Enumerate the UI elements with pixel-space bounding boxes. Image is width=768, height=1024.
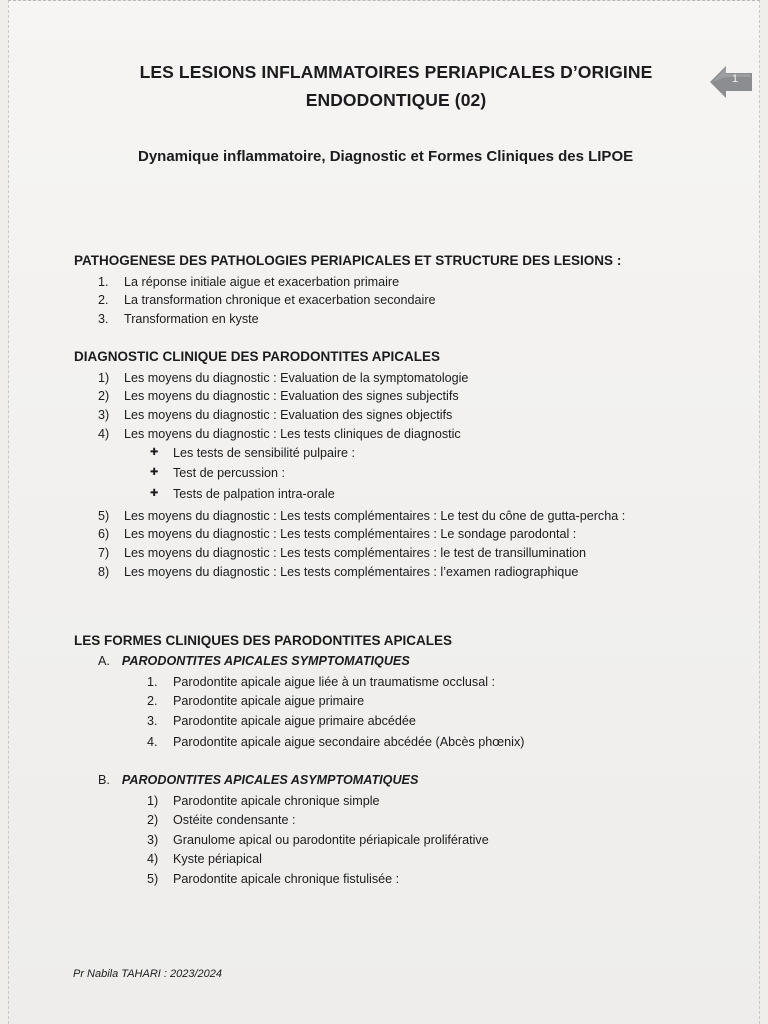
list-number: 1)	[98, 371, 110, 385]
page-number: 1	[732, 73, 739, 85]
list-number: 2.	[98, 293, 109, 307]
bullet-text: Tests de palpation intra-orale	[173, 487, 335, 501]
list-number: 5)	[98, 509, 110, 523]
list-number: 1.	[147, 675, 158, 689]
list-text: Transformation en kyste	[124, 312, 259, 326]
list-number: 1)	[147, 794, 159, 808]
list-text: Parodontite apicale aigue primaire	[173, 694, 365, 708]
subsection-heading-symptomatiques	[98, 654, 410, 668]
list-text: Ostéite condensante :	[173, 813, 296, 827]
list-number: 3.	[98, 312, 109, 326]
list-text: La réponse initiale aigue et exacerbation primaire	[124, 275, 400, 289]
list-number: 4)	[98, 427, 110, 441]
list-text: Les moyens du diagnostic : Les tests complémentaires : Le test du cône de gutta-percha :	[124, 509, 626, 523]
section-heading-diagnostic: DIAGNOSTIC CLINIQUE DES PARODONTITES APICALES	[74, 349, 441, 364]
subsection-letter: A.	[98, 654, 110, 668]
list-text: Parodontite apicale chronique simple	[173, 794, 380, 808]
footer-author: Pr Nabila TAHARI : 2023/2024	[73, 968, 222, 980]
list-text: Les moyens du diagnostic : Evaluation des signes subjectifs	[124, 389, 459, 403]
document-title-line1: LES LESIONS INFLAMMATOIRES PERIAPICALES D’ORIGINE	[139, 62, 653, 82]
list-number: 5)	[147, 872, 159, 886]
list-number: 3.	[147, 714, 158, 728]
list-number: 2)	[98, 389, 110, 403]
subsection-letter: B.	[98, 773, 110, 787]
list-number: 3)	[98, 408, 110, 422]
list-text: Parodontite apicale aigue liée à un traumatisme occlusal :	[173, 675, 496, 689]
bullet-arrow-icon: ✚	[150, 467, 159, 478]
bullet-text: Les tests de sensibilité pulpaire :	[173, 446, 356, 460]
document-title-line2: ENDODONTIQUE (02)	[305, 90, 487, 110]
list-text: Les moyens du diagnostic : Evaluation des signes objectifs	[124, 408, 453, 422]
list-text: Parodontite apicale chronique fistulisée :	[173, 872, 400, 886]
list-text: Les moyens du diagnostic : Les tests cliniques de diagnostic	[124, 427, 461, 441]
list-number: 2)	[147, 813, 159, 827]
list-text: Les moyens du diagnostic : Les tests complémentaires : l’examen radiographique	[124, 565, 579, 579]
section-heading-formes-cliniques: LES FORMES CLINIQUES DES PARODONTITES APICALES	[74, 633, 453, 648]
list-number: 4.	[147, 735, 158, 749]
subsection-title: PARODONTITES APICALES SYMPTOMATIQUES	[121, 654, 410, 668]
list-number: 3)	[147, 833, 159, 847]
list-text: Les moyens du diagnostic : Les tests complémentaires : Le sondage parodontal :	[124, 527, 577, 541]
list-text: Les moyens du diagnostic : Evaluation de la symptomatologie	[124, 371, 469, 385]
list-number: 8)	[98, 565, 110, 579]
bullet-arrow-icon: ✚	[150, 447, 159, 458]
list-text: Parodontite apicale aigue secondaire abcédée (Abcès phœnix)	[173, 735, 525, 749]
list-text: Les moyens du diagnostic : Les tests complémentaires : le test de transillumination	[124, 546, 587, 560]
subsection-title: PARODONTITES APICALES ASYMPTOMATIQUES	[121, 773, 419, 787]
page-number-arrow-icon	[710, 64, 754, 105]
list-text: Granulome apical ou parodontite périapicale proliférative	[173, 833, 489, 847]
list-number: 2.	[147, 694, 158, 708]
list-number: 1.	[98, 275, 109, 289]
list-text: Kyste périapical	[173, 852, 262, 866]
subsection-heading-asymptomatiques	[98, 773, 418, 787]
list-text: Parodontite apicale aigue primaire abcédée	[173, 714, 416, 728]
list-number: 7)	[98, 546, 110, 560]
list-text: La transformation chronique et exacerbation secondaire	[124, 293, 436, 307]
bullet-text: Test de percussion :	[173, 466, 286, 480]
list-number: 4)	[147, 852, 159, 866]
section-heading-pathogenese: PATHOGENESE DES PATHOLOGIES PERIAPICALES ET STRUCTURE DES LESIONS :	[74, 253, 622, 268]
document-subtitle: Dynamique inflammatoire, Diagnostic et Formes Cliniques des LIPOE	[138, 148, 634, 165]
bullet-arrow-icon: ✚	[150, 488, 159, 499]
list-number: 6)	[98, 527, 110, 541]
